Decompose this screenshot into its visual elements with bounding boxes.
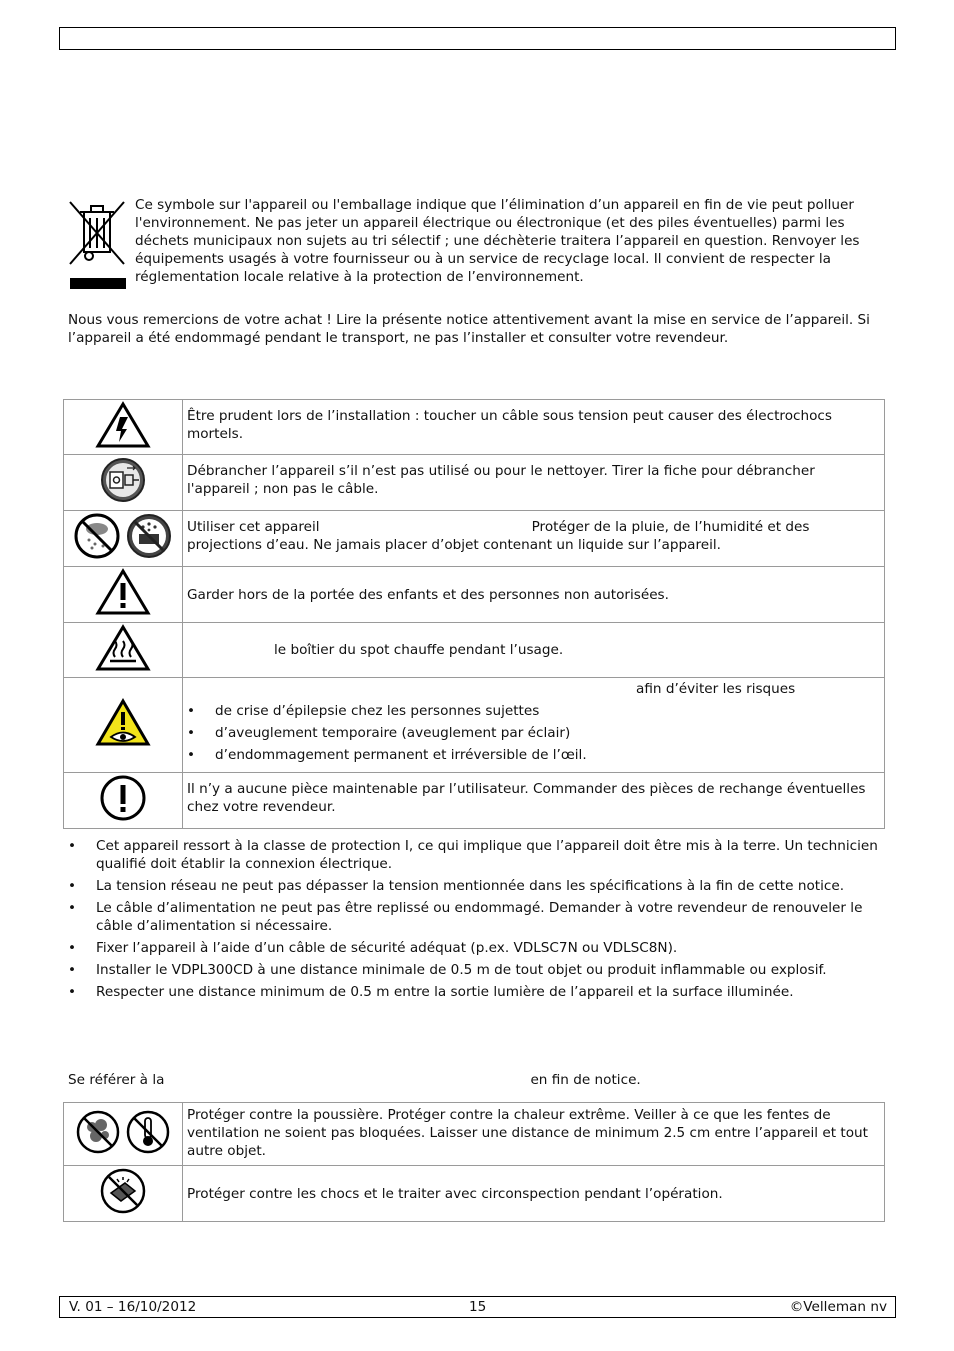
- safety-table: [63, 399, 885, 829]
- footer-version: V. 01 – 16/10/2012: [69, 1299, 197, 1315]
- safety-row: [64, 1166, 885, 1222]
- list-item: • Fixer l’appareil à l’aide d’un câble de sécurité adéquat (p.ex. VDLSC7N ou VDLSC8N).: [68, 939, 890, 957]
- page-footer: [59, 1296, 896, 1318]
- eye-hazard-warning-icon: [95, 698, 151, 748]
- list-item: • d’aveuglement temporaire (aveuglement par éclair): [187, 724, 880, 742]
- general-warning-icon: [95, 568, 151, 616]
- refer-text-start: Se référer à la: [68, 1072, 165, 1088]
- page-header-box: [59, 27, 896, 50]
- safety-icon-cell: [64, 1103, 183, 1166]
- safety-icon-cell: [64, 773, 183, 829]
- safety-text: Garder hors de la portée des enfants et des personnes non autorisées.: [183, 567, 885, 623]
- safety-text: Il n’y a aucune pièce maintenable par l’utilisateur. Commander des pièces de rechange éventuelles chez votre revendeur.: [183, 773, 885, 829]
- indoor-use-text: Utiliser cet appareil: [187, 519, 320, 535]
- weee-bin-icon: [68, 198, 128, 292]
- safety-row: [64, 455, 885, 511]
- list-item: • Respecter une distance minimum de 0.5 m entre la sortie lumière de l’appareil et la surface illuminée.: [68, 983, 890, 1001]
- hot-housing-text: le boîtier du spot chauffe pendant l’usage.: [274, 642, 564, 658]
- hot-surface-icon: [95, 624, 151, 672]
- footer-copyright: ©Velleman nv: [789, 1299, 887, 1315]
- safety-row: [64, 1103, 885, 1166]
- safety-icon-cell: [64, 623, 183, 678]
- eye-hazard-intro: afin d’éviter les risques: [636, 681, 796, 697]
- safety-row: [64, 773, 885, 829]
- safety-row: [64, 567, 885, 623]
- eye-hazard-list: [187, 702, 880, 764]
- safety-text: [183, 623, 885, 678]
- no-shock-icon: [99, 1167, 147, 1215]
- attention-icon: [98, 773, 148, 823]
- safety-text: Protéger contre les chocs et le traiter avec circonspection pendant l’opération.: [183, 1166, 885, 1222]
- safety-text: [183, 511, 885, 567]
- intro-paragraph: Nous vous remercions de votre achat ! Lire la présente notice attentivement avant la mise en service de l’appareil. Si l’appareil a été endommagé pendant le transport, ne pas l’installer et consulter votre revendeur.: [68, 312, 870, 346]
- safety-icon-cell: [64, 678, 183, 773]
- no-water-splash-icon: [125, 512, 173, 560]
- safety-icon-cell: [64, 1166, 183, 1222]
- list-item: • de crise d’épilepsie chez les personnes sujettes: [187, 702, 880, 720]
- safety-text: [183, 678, 885, 773]
- list-item: • Installer le VDPL300CD à une distance minimale de 0.5 m de tout objet ou produit inflammable ou explosif.: [68, 961, 890, 979]
- moisture-text: Protéger de la pluie, de l’humidité et des projections d’eau. Ne jamais placer d’objet contenant un liquide sur l’appareil.: [187, 519, 810, 553]
- list-item: • La tension réseau ne peut pas dépasser la tension mentionnée dans les spécifications à la fin de cette notice.: [68, 877, 890, 895]
- no-extreme-heat-icon: [125, 1109, 171, 1155]
- safety-icon-cell: [64, 511, 183, 567]
- safety-row: [64, 400, 885, 455]
- safety-text: Débrancher l’appareil s’il n’est pas utilisé ou pour le nettoyer. Tirer la fiche pour débrancher l'appareil ; non pas le câble.: [183, 455, 885, 511]
- electric-shock-warning-icon: [95, 401, 151, 449]
- refer-text-end: en fin de notice.: [530, 1072, 641, 1088]
- safety-row: [64, 678, 885, 773]
- unplug-icon: [100, 457, 146, 503]
- safety-text: Protéger contre la poussière. Protéger contre la chaleur extrême. Veiller à ce que les fentes de ventilation ne soient pas bloquées. Laisser une distance de minimum 2.5 cm entre l’appareil et tout autre objet.: [183, 1103, 885, 1166]
- list-item: • d’endommagement permanent et irréversible de l’œil.: [187, 746, 880, 764]
- safety-row: [64, 623, 885, 678]
- warranty-reference: [68, 1071, 888, 1089]
- footer-page-number: 15: [469, 1299, 487, 1315]
- weee-notice: Ce symbole sur l'appareil ou l'emballage indique que l’élimination d’un appareil en fin de vie peut polluer l'environnement. Ne pas jeter un appareil électrique ou électronique (et des piles éventuelles) parmi les déchets municipaux non sujets au tri sélectif ; une déchèterie traitera l’appareil en question. Renvoyer les équipements usagés à votre fournisseur ou à un service de recyclage local. Il convient de respecter la réglementation locale relative à la protection de l’environnement.: [135, 197, 860, 285]
- safety-icon-cell: [64, 400, 183, 455]
- safety-row: [64, 511, 885, 567]
- no-dust-icon: [75, 1109, 121, 1155]
- list-item: • Le câble d’alimentation ne peut pas être replissé ou endommagé. Demander à votre revendeur de renouveler le câble d’alimentation si nécessaire.: [68, 899, 890, 935]
- installation-instructions: [68, 837, 890, 1005]
- safety-icon-cell: [64, 567, 183, 623]
- safety-icon-cell: [64, 455, 183, 511]
- list-item: • Cet appareil ressort à la classe de protection I, ce qui implique que l’appareil doit être mis à la terre. Un technicien qualifié doit établir la connexion électrique.: [68, 837, 890, 873]
- environment-table: [63, 1102, 885, 1222]
- safety-text: Être prudent lors de l’installation : toucher un câble sous tension peut causer des électrochocs mortels.: [183, 400, 885, 455]
- no-rain-icon: [73, 512, 121, 560]
